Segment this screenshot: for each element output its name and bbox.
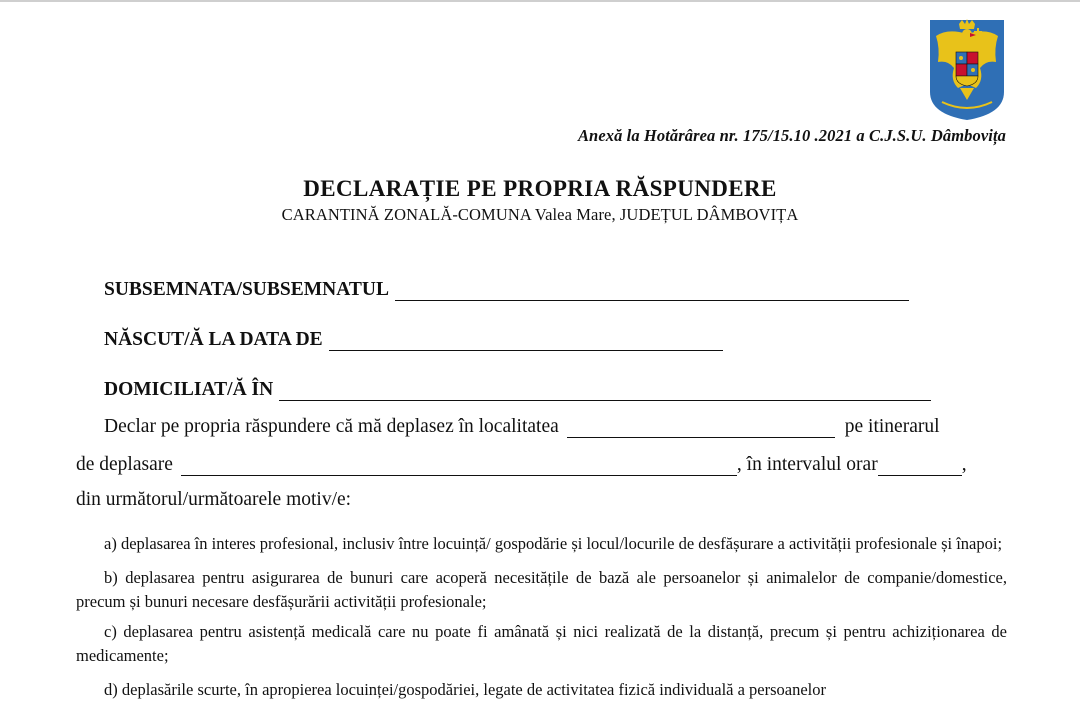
declaration-line-2 — [76, 454, 1007, 476]
time-interval-blank-line[interactable] — [878, 457, 962, 476]
declaration-line-1 — [104, 416, 1007, 438]
name-label: SUBSEMNATA/SUBSEMNATUL — [104, 279, 389, 300]
declaration-line-2-mid: , în intervalul orar — [736, 454, 878, 475]
name-field — [104, 279, 909, 301]
birth-date-blank-line[interactable] — [329, 332, 723, 351]
birth-date-field — [104, 329, 723, 351]
declaration-line-2-text: de deplasare — [76, 454, 173, 475]
domicile-blank-line[interactable] — [279, 382, 931, 401]
page-top-edge — [0, 0, 1080, 2]
declaration-line-1-text: Declar pe propria răspundere că mă deplasez în localitatea — [104, 416, 559, 437]
document-subtitle: CARANTINĂ ZONALĂ-COMUNA Valea Mare, JUDEȚUL DÂMBOVIȚA — [281, 205, 799, 224]
declaration-line-3-text: din următorul/următoarele motiv/e: — [76, 489, 352, 510]
birth-date-label: NĂSCUT/Ă LA DATA DE — [104, 329, 323, 350]
declaration-line-2-end: , — [961, 454, 967, 475]
reasons-list — [76, 532, 1007, 712]
annex-reference: Anexă la Hotărârea nr. 175/15.10 .2021 a C.J.S.U. Dâmbovița — [577, 126, 1006, 145]
declaration-line-3 — [76, 489, 351, 511]
reason-item-a: a) deplasarea în interes profesional, inclusiv între locuință/ gospodărie și locul/locurile de desfășurare a activității profesionale și înapoi; — [104, 534, 1003, 553]
domicile-label: DOMICILIAT/Ă ÎN — [104, 379, 274, 400]
declaration-line-1-end: pe itinerarul — [844, 416, 940, 437]
reason-item-d: d) deplasările scurte, în apropierea locuinței/gospodăriei, legate de activitatea fizică individuală a persoanelor — [104, 680, 827, 699]
domicile-field — [104, 379, 931, 401]
name-blank-line[interactable] — [395, 282, 909, 301]
romania-coat-of-arms-icon — [928, 18, 1006, 122]
itinerary-blank-line[interactable] — [181, 457, 737, 476]
reason-item-b: b) deplasarea pentru asigurarea de bunuri care acoperă necesitățile de bază ale persoanelor și animalelor de companie/domestice, precum și bunuri necesare desfășurării activității profesionale; — [76, 568, 1007, 611]
reason-item-c: c) deplasarea pentru asistență medicală care nu poate fi amânată și nici realizată de la distanță, precum și pentru achiziționarea de medicamente; — [76, 622, 1007, 665]
document-title: DECLARAȚIE PE PROPRIA RĂSPUNDERE — [303, 176, 777, 201]
locality-blank-line[interactable] — [567, 419, 835, 438]
